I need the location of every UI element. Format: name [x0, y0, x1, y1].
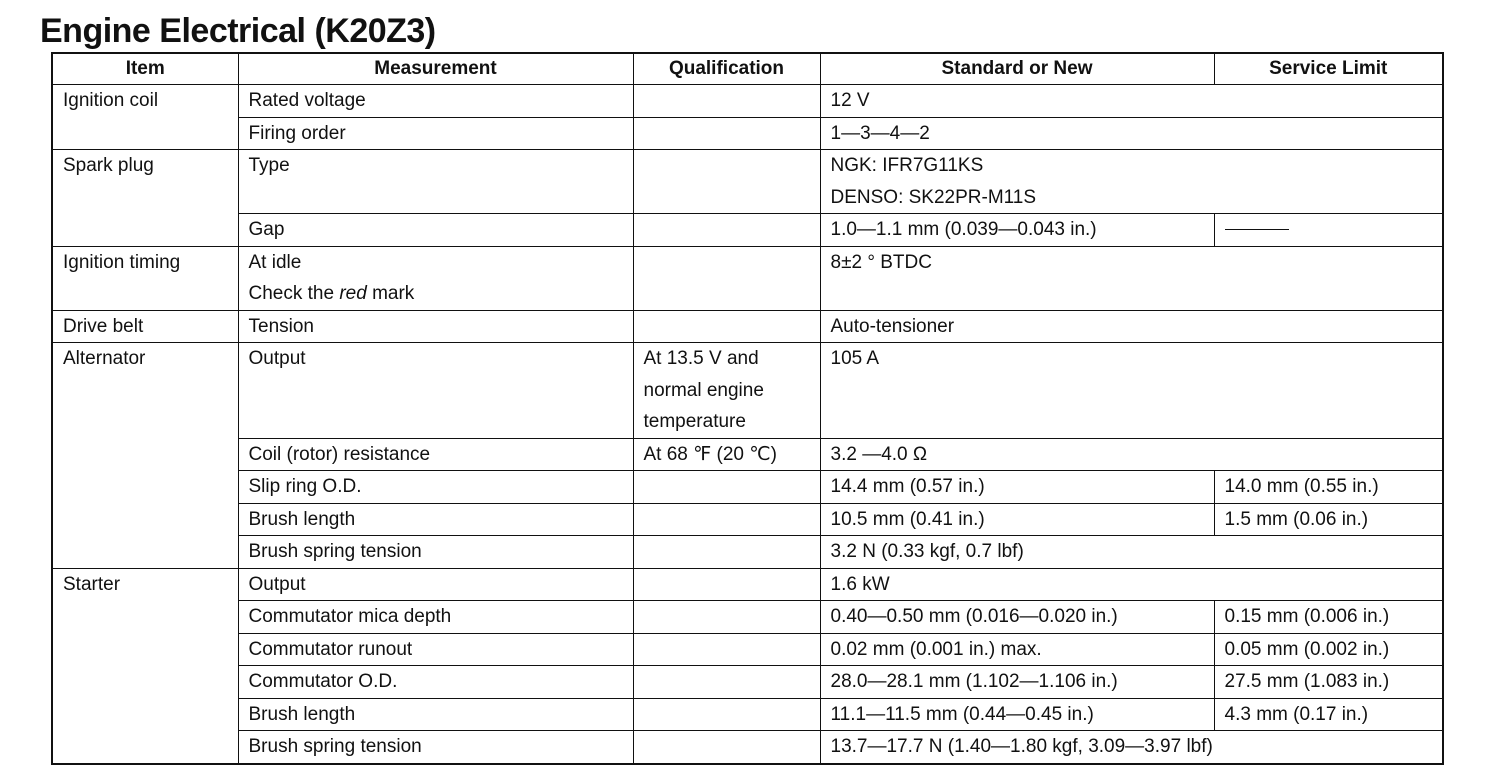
qualification-cell — [633, 310, 820, 343]
qualification-cell — [633, 731, 820, 764]
measurement-cell: Slip ring O.D. — [238, 471, 633, 504]
table-row — [52, 633, 1443, 666]
header-item: Item — [52, 53, 238, 85]
table-row — [52, 214, 1443, 247]
measurement-cell: Output — [238, 343, 633, 439]
measurement-cell: Coil (rotor) resistance — [238, 438, 633, 471]
service-limit-cell: 0.05 mm (0.002 in.) — [1214, 633, 1443, 666]
header-service-limit: Service Limit — [1214, 53, 1443, 85]
measurement-cell: Output — [238, 568, 633, 601]
measurement-cell: Rated voltage — [238, 85, 633, 118]
table-row — [52, 343, 1443, 439]
table-row — [52, 85, 1443, 118]
qualification-cell — [633, 117, 820, 150]
standard-cell: 3.2 N (0.33 kgf, 0.7 lbf) — [820, 536, 1443, 569]
measurement-cell: Commutator mica depth — [238, 601, 633, 634]
item-cell: Spark plug — [52, 150, 238, 247]
qualification-cell — [633, 214, 820, 247]
standard-cell: 14.4 mm (0.57 in.) — [820, 471, 1214, 504]
measurement-cell: Brush length — [238, 698, 633, 731]
header-measurement: Measurement — [238, 53, 633, 85]
table-row — [52, 666, 1443, 699]
table-row — [52, 246, 1443, 310]
page-title: Engine Electrical (K20Z3) — [40, 12, 436, 50]
table-row — [52, 601, 1443, 634]
qualification-cell — [633, 85, 820, 118]
service-limit-cell: 0.15 mm (0.006 in.) — [1214, 601, 1443, 634]
qualification-line: temperature — [643, 411, 746, 432]
qualification-cell — [633, 568, 820, 601]
measurement-cell: Tension — [238, 310, 633, 343]
table-row — [52, 438, 1443, 471]
measurement-cell: Brush length — [238, 503, 633, 536]
table-row — [52, 731, 1443, 764]
standard-line: DENSO: SK22PR-M11S — [830, 186, 1037, 208]
qualification-cell — [633, 503, 820, 536]
qualification-cell — [633, 471, 820, 504]
measurement-cell: Gap — [238, 214, 633, 247]
item-cell: Ignition coil — [52, 85, 238, 150]
qualification-cell — [633, 633, 820, 666]
qualification-cell — [633, 246, 820, 310]
table-row — [52, 310, 1443, 343]
red-mark-emphasis: red — [339, 283, 367, 304]
qualification-cell — [633, 601, 820, 634]
standard-cell: 3.2 —4.0 Ω — [820, 438, 1443, 471]
qualification-cell: At 68 ℉ (20 ℃) — [633, 438, 820, 471]
standard-cell: 12 V — [820, 85, 1443, 118]
measurement-text: Check the — [248, 283, 340, 304]
measurement-cell: Type — [238, 150, 633, 214]
measurement-cell: Firing order — [238, 117, 633, 150]
measurement-cell — [238, 246, 633, 310]
spec-table — [51, 52, 1444, 765]
table-row — [52, 150, 1443, 214]
qualification-cell — [633, 150, 820, 214]
table-row — [52, 536, 1443, 569]
measurement-line: At idle — [248, 251, 302, 273]
table-row — [52, 568, 1443, 601]
table-row — [52, 471, 1443, 504]
service-limit-cell: 1.5 mm (0.06 in.) — [1214, 503, 1443, 536]
standard-cell: 10.5 mm (0.41 in.) — [820, 503, 1214, 536]
qualification-line: normal engine — [643, 379, 764, 401]
standard-cell: 0.40—0.50 mm (0.016—0.020 in.) — [820, 601, 1214, 634]
standard-cell: 13.7—17.7 N (1.40—1.80 kgf, 3.09—3.97 lbf) — [820, 731, 1443, 764]
measurement-line — [249, 278, 623, 310]
measurement-cell: Brush spring tension — [238, 536, 633, 569]
standard-cell: 1.0—1.1 mm (0.039—0.043 in.) — [820, 214, 1214, 247]
table-row — [52, 117, 1443, 150]
service-limit-cell: 27.5 mm (1.083 in.) — [1214, 666, 1443, 699]
standard-cell: Auto-tensioner — [820, 310, 1443, 343]
header-qualification: Qualification — [633, 53, 820, 85]
header-standard: Standard or New — [820, 53, 1214, 85]
item-cell: Drive belt — [52, 310, 238, 343]
service-limit-cell: 14.0 mm (0.55 in.) — [1214, 471, 1443, 504]
measurement-cell: Commutator O.D. — [238, 666, 633, 699]
table-row — [52, 698, 1443, 731]
standard-cell: 8±2 ° BTDC — [820, 246, 1443, 310]
header-row — [52, 53, 1443, 85]
standard-line: NGK: IFR7G11KS — [830, 155, 984, 176]
not-applicable-dash — [1225, 229, 1289, 230]
standard-cell: 1.6 kW — [820, 568, 1443, 601]
service-limit-cell — [1214, 214, 1443, 247]
measurement-cell: Brush spring tension — [238, 731, 633, 764]
service-limit-cell: 4.3 mm (0.17 in.) — [1214, 698, 1443, 731]
item-cell: Ignition timing — [52, 246, 238, 310]
standard-cell — [820, 150, 1443, 214]
qualification-cell — [633, 698, 820, 731]
qualification-cell — [633, 666, 820, 699]
standard-cell: 11.1—11.5 mm (0.44—0.45 in.) — [820, 698, 1214, 731]
qualification-cell — [633, 536, 820, 569]
standard-cell: 28.0—28.1 mm (1.102—1.106 in.) — [820, 666, 1214, 699]
measurement-cell: Commutator runout — [238, 633, 633, 666]
measurement-text: mark — [366, 283, 415, 304]
qualification-line: At 13.5 V and — [643, 348, 759, 369]
table-row — [52, 503, 1443, 536]
item-cell: Alternator — [52, 343, 238, 569]
qualification-cell — [633, 343, 820, 439]
standard-cell: 1—3—4—2 — [820, 117, 1443, 150]
item-cell: Starter — [52, 568, 238, 764]
standard-cell: 105 A — [820, 343, 1443, 439]
standard-cell: 0.02 mm (0.001 in.) max. — [820, 633, 1214, 666]
